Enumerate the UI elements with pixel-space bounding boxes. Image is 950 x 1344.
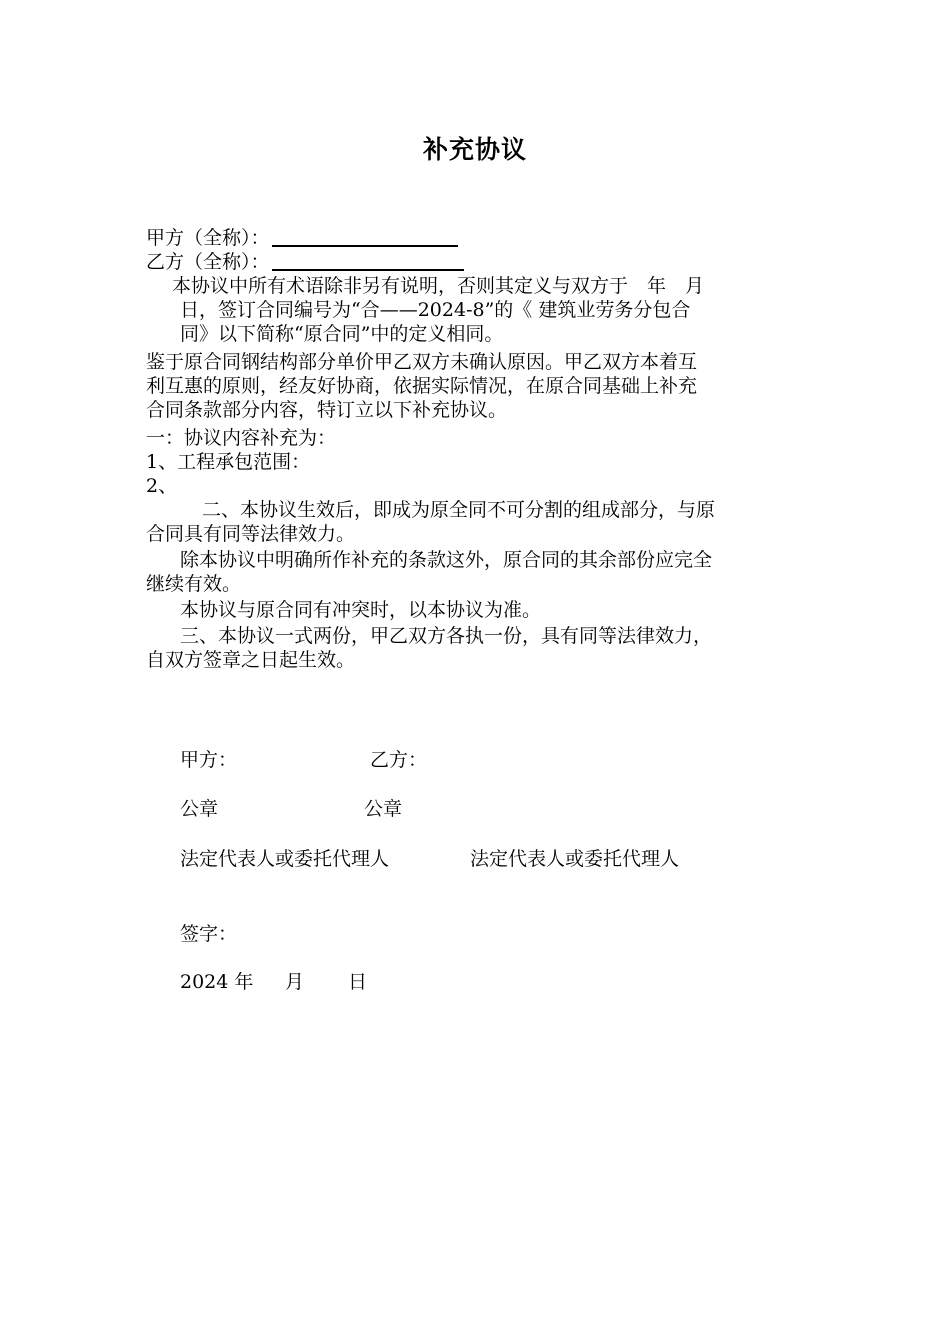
seal-a: 公章 — [180, 798, 219, 820]
representative-a: 法定代表人或委托代理人 — [180, 848, 390, 870]
date-day: 日 — [348, 971, 368, 993]
section-1-heading: 一：协议内容补充为： — [146, 427, 337, 449]
seal-b: 公章 — [364, 798, 403, 820]
intro-line-2: 日，签订合同编号为“合——2024-8”的《 建筑业劳务分包合 — [180, 299, 691, 321]
item-2: 2、 — [146, 475, 178, 497]
reason-line-3: 合同条款部分内容，特订立以下补充协议。 — [146, 399, 508, 421]
section-3-line-1: 三、本协议一式两份，甲乙双方各执一份，具有同等法律效力， — [180, 625, 713, 647]
section-3-line-2: 自双方签章之日起生效。 — [146, 649, 356, 671]
date-month: 月 — [285, 971, 305, 993]
section-2-line-2: 合同具有同等法律效力。 — [146, 523, 356, 545]
sign-label: 签字： — [180, 923, 238, 945]
party-b-label: 乙方（全称）： — [146, 251, 270, 273]
section-2-line-1: 二、本协议生效后，即成为原全同不可分割的组成部分，与原 — [202, 499, 716, 521]
intro-line-1: 本协议中所有术语除非另有说明，否则其定义与双方于 年 月 — [172, 275, 705, 297]
conflict-clause: 本协议与原合同有冲突时，以本协议为准。 — [180, 599, 542, 621]
intro-line-3: 同》以下简称“原合同”中的定义相同。 — [180, 323, 504, 345]
signature-party-b: 乙方： — [370, 749, 428, 771]
item-1: 1、工程承包范围： — [146, 451, 311, 473]
date-year: 2024 年 — [180, 971, 254, 993]
reason-line-2: 利互惠的原则，经友好协商，依据实际情况，在原合同基础上补充 — [146, 375, 698, 397]
party-a-line — [146, 226, 458, 250]
remainder-line-2: 继续有效。 — [146, 573, 242, 595]
reason-line-1: 鉴于原合同钢结构部分单价甲乙双方未确认原因。甲乙双方本着互 — [146, 351, 698, 373]
party-a-label: 甲方（全称）： — [146, 227, 270, 249]
representative-b: 法定代表人或委托代理人 — [470, 848, 680, 870]
document-title: 补充协议 — [422, 135, 527, 164]
party-b-blank — [272, 250, 464, 271]
remainder-line-1: 除本协议中明确所作补充的条款这外，原合同的其余部份应完全 — [180, 549, 713, 571]
party-a-blank — [272, 226, 458, 247]
party-b-line — [146, 250, 464, 274]
signature-party-a: 甲方： — [180, 749, 238, 771]
